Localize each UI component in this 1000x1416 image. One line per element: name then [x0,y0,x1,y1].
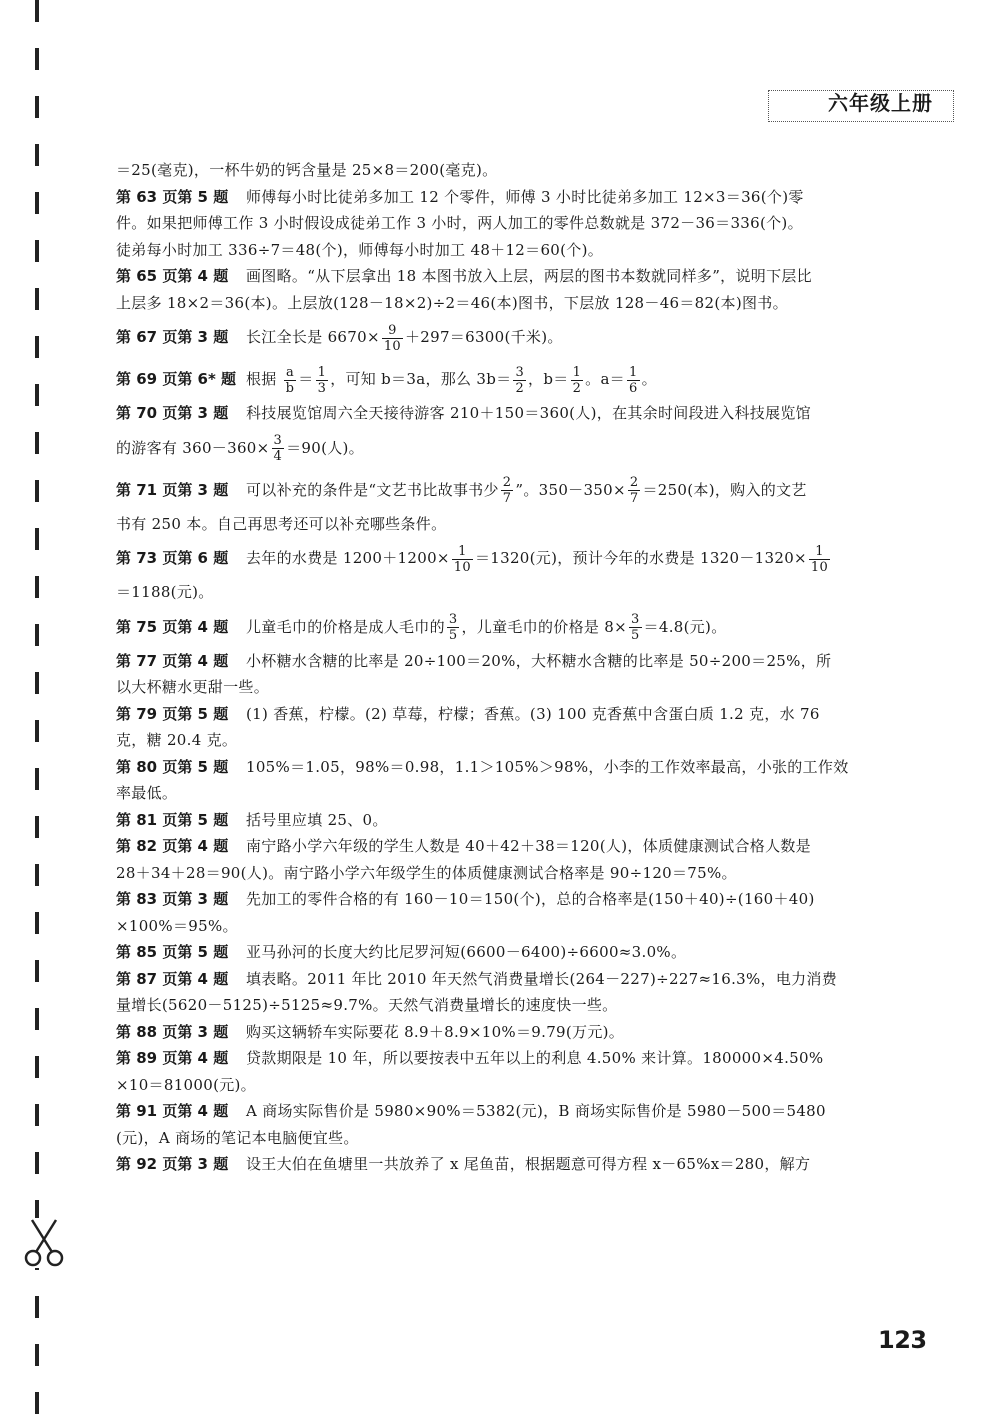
answer-line: 第 67 页第 3 题 长江全长是 6670× $\frac{9}{10}$ ＋297＝6300(千米)。 [116,316,888,358]
cut-line [35,0,39,1416]
answer-line: 件。如果把师傅工作 3 小时假设成徒弟工作 3 小时，两人加工的零件总数就是 372－36＝336(个)。 [116,214,803,232]
fraction: $\frac{a}{b}$ [285,364,295,396]
answer-line: ×100%＝95%。 [116,916,238,935]
answer-line: 第 88 页第 3 题 购买这辆轿车实际要花 8.9＋8.9×10%＝9.79(万元)。 [116,1019,888,1046]
question-label: 第 77 页第 4 题 [116,651,229,670]
answer-line: 的游客有 360－360× $\frac{3}{4}$ ＝90(人)。 [116,433,364,464]
fraction: $\frac{1}{3}$ [317,364,327,396]
question-label: 第 81 页第 5 题 [116,810,229,829]
fraction: $\frac{1}{2}$ [572,364,582,396]
question-label: 第 67 页第 3 题 [116,328,229,346]
answer-line: 第 85 页第 5 题 亚马孙河的长度大约比尼罗河短(6600－6400)÷6600≈3.0%。 [116,939,888,966]
answer-line: 第 77 页第 4 题 小杯糖水含糖的比率是 20÷100＝20%，大杯糖水含糖的比率是 50÷200＝25%，所 [116,648,888,675]
grade-header [768,90,954,122]
question-label: 第 71 页第 3 题 [116,480,229,499]
answer-line: 量增长(5620－5125)÷5125≈9.7%。天然气消费量增长的速度快一些。 [116,996,618,1014]
question-label: 第 75 页第 4 题 [116,617,229,636]
question-label: 第 80 页第 5 题 [116,757,229,776]
question-label: 第 70 页第 3 题 [116,404,229,422]
answer-line: 第 69 页第 6* 题 根据 $\frac{a}{b}$ ＝ $\frac{1}{3}$ ，可知 b＝3a，那么 3b＝ $\frac{3}{2}$ ，b＝ $\frac{1}{2}$ 。a＝ $\frac{1}{6}$ 。 [116,358,888,400]
fraction: $\frac{3}{5}$ [448,612,458,643]
answer-line: ×10＝81000(元)。 [116,1075,256,1094]
question-label: 第 63 页第 5 题 [116,187,229,206]
header-title: 六年级上册 [822,91,939,115]
question-label: 第 82 页第 4 题 [116,837,229,855]
question-label: 第 87 页第 4 题 [116,969,229,988]
answer-line: 第 92 页第 3 题 设王大伯在鱼塘里一共放养了 x 尾鱼苗，根据题意可得方程 x－65%x＝280，解方 [116,1151,888,1178]
answer-line: 第 73 页第 6 题 去年的水费是 1200＋1200× $\frac{1}{10}$ ＝1320(元)，预计今年的水费是 1320－1320× $\frac{1}{10}$ [116,537,888,579]
answer-line: 第 91 页第 4 题 A 商场实际售价是 5980×90%＝5382(元)，B 商场实际售价是 5980－500＝5480 [116,1098,888,1125]
question-label: 第 85 页第 5 题 [116,943,229,961]
answer-line: 第 83 页第 3 题 先加工的零件合格的有 160－10＝150(个)，总的合格率是(150＋40)÷(160＋40) [116,886,888,913]
answer-line: (元)，A 商场的笔记本电脑便宜些。 [116,1128,359,1147]
fraction: $\frac{9}{10}$ [383,322,401,354]
answer-line: 第 70 页第 3 题 科技展览馆周六全天接待游客 210＋150＝360(人)，在其余时间段进入科技展览馆 [116,400,888,427]
answer-line: 第 81 页第 5 题 括号里应填 25、0。 [116,807,888,834]
question-label: 第 88 页第 3 题 [116,1022,229,1041]
answer-line: 上层多 18×2＝36(本)。上层放(128－18×2)÷2＝46(本)图书，下层放 128－46＝82(本)图书。 [116,293,788,312]
answer-line: 以大杯糖水更甜一些。 [116,678,270,696]
fraction: $\frac{1}{10}$ [453,543,471,575]
answer-line: 克，糖 20.4 克。 [116,731,238,749]
fraction: $\frac{1}{6}$ [628,364,638,396]
question-label: 第 79 页第 5 题 [116,704,229,723]
question-label: 第 89 页第 4 题 [116,1049,229,1067]
question-label: 第 91 页第 4 题 [116,1102,229,1120]
answer-line: 书有 250 本。自己再思考还可以补充哪些条件。 [116,514,447,533]
answer-line: ＝1188(元)。 [116,583,214,601]
fraction: $\frac{2}{7}$ [629,475,639,506]
answer-line: 第 65 页第 4 题 画图略。“从下层拿出 18 本图书放入上层，两层的图书本数就同样多”，说明下层比 [116,263,888,290]
answer-line: 第 79 页第 5 题 (1) 香蕉，柠檬。(2) 草莓，柠檬；香蕉。(3) 100 克香蕉中含蛋白质 1.2 克，水 76 [116,701,888,728]
answer-line: 第 89 页第 4 题 贷款期限是 10 年，所以要按表中五年以上的利息 4.50% 来计算。180000×4.50% [116,1045,888,1072]
fraction: $\frac{3}{5}$ [630,612,640,643]
answer-line: 第 71 页第 3 题 可以补充的条件是“文艺书比故事书少 $\frac{2}{7}$ ”。350－350× $\frac{2}{7}$ ＝250(本)，购入的文艺 [116,469,888,511]
answer-line: 第 87 页第 4 题 填表略。2011 年比 2010 年天然气消费量增长(264－227)÷227≈16.3%，电力消费 [116,966,888,993]
answer-content [116,157,888,1178]
page-number: 123 [878,1326,927,1354]
answer-line: 第 80 页第 5 题 105%＝1.05，98%＝0.98，1.1＞105%＞98%，小李的工作效率最高，小张的工作效 [116,754,888,781]
answer-line: 第 75 页第 4 题 儿童毛巾的价格是成人毛巾的 $\frac{3}{5}$ ，儿童毛巾的价格是 8× $\frac{3}{5}$ ＝4.8(元)。 [116,606,888,648]
answer-line: 第 82 页第 4 题 南宁路小学六年级的学生人数是 40＋42＋38＝120(人)，体质健康测试合格人数是 [116,833,888,860]
answer-line: 徒弟每小时加工 336÷7＝48(个)，师傅每小时加工 48＋12＝60(个)。 [116,240,604,259]
question-label: 第 83 页第 3 题 [116,890,229,908]
answer-line: 第 63 页第 5 题 师傅每小时比徒弟多加工 12 个零件，师傅 3 小时比徒弟多加工 12×3＝36(个)零 [116,184,888,211]
question-label: 第 92 页第 3 题 [116,1155,229,1173]
fraction: $\frac{2}{7}$ [502,475,512,506]
question-label: 第 73 页第 6 题 [116,549,229,567]
fraction: $\frac{3}{4}$ [273,433,283,464]
fraction: $\frac{3}{2}$ [515,364,525,396]
answer-line: 率最低。 [116,784,178,802]
question-label: 第 69 页第 6* 题 [116,370,237,388]
answer-line: 28＋34＋28＝90(人)。南宁路小学六年级学生的体质健康测试合格率是 90÷120＝75%。 [116,863,737,882]
question-label: 第 65 页第 4 题 [116,267,229,285]
scissors-icon [22,1218,66,1268]
answer-line: ＝25(毫克)，一杯牛奶的钙含量是 25×8＝200(毫克)。 [116,161,498,179]
fraction: $\frac{1}{10}$ [810,543,829,575]
